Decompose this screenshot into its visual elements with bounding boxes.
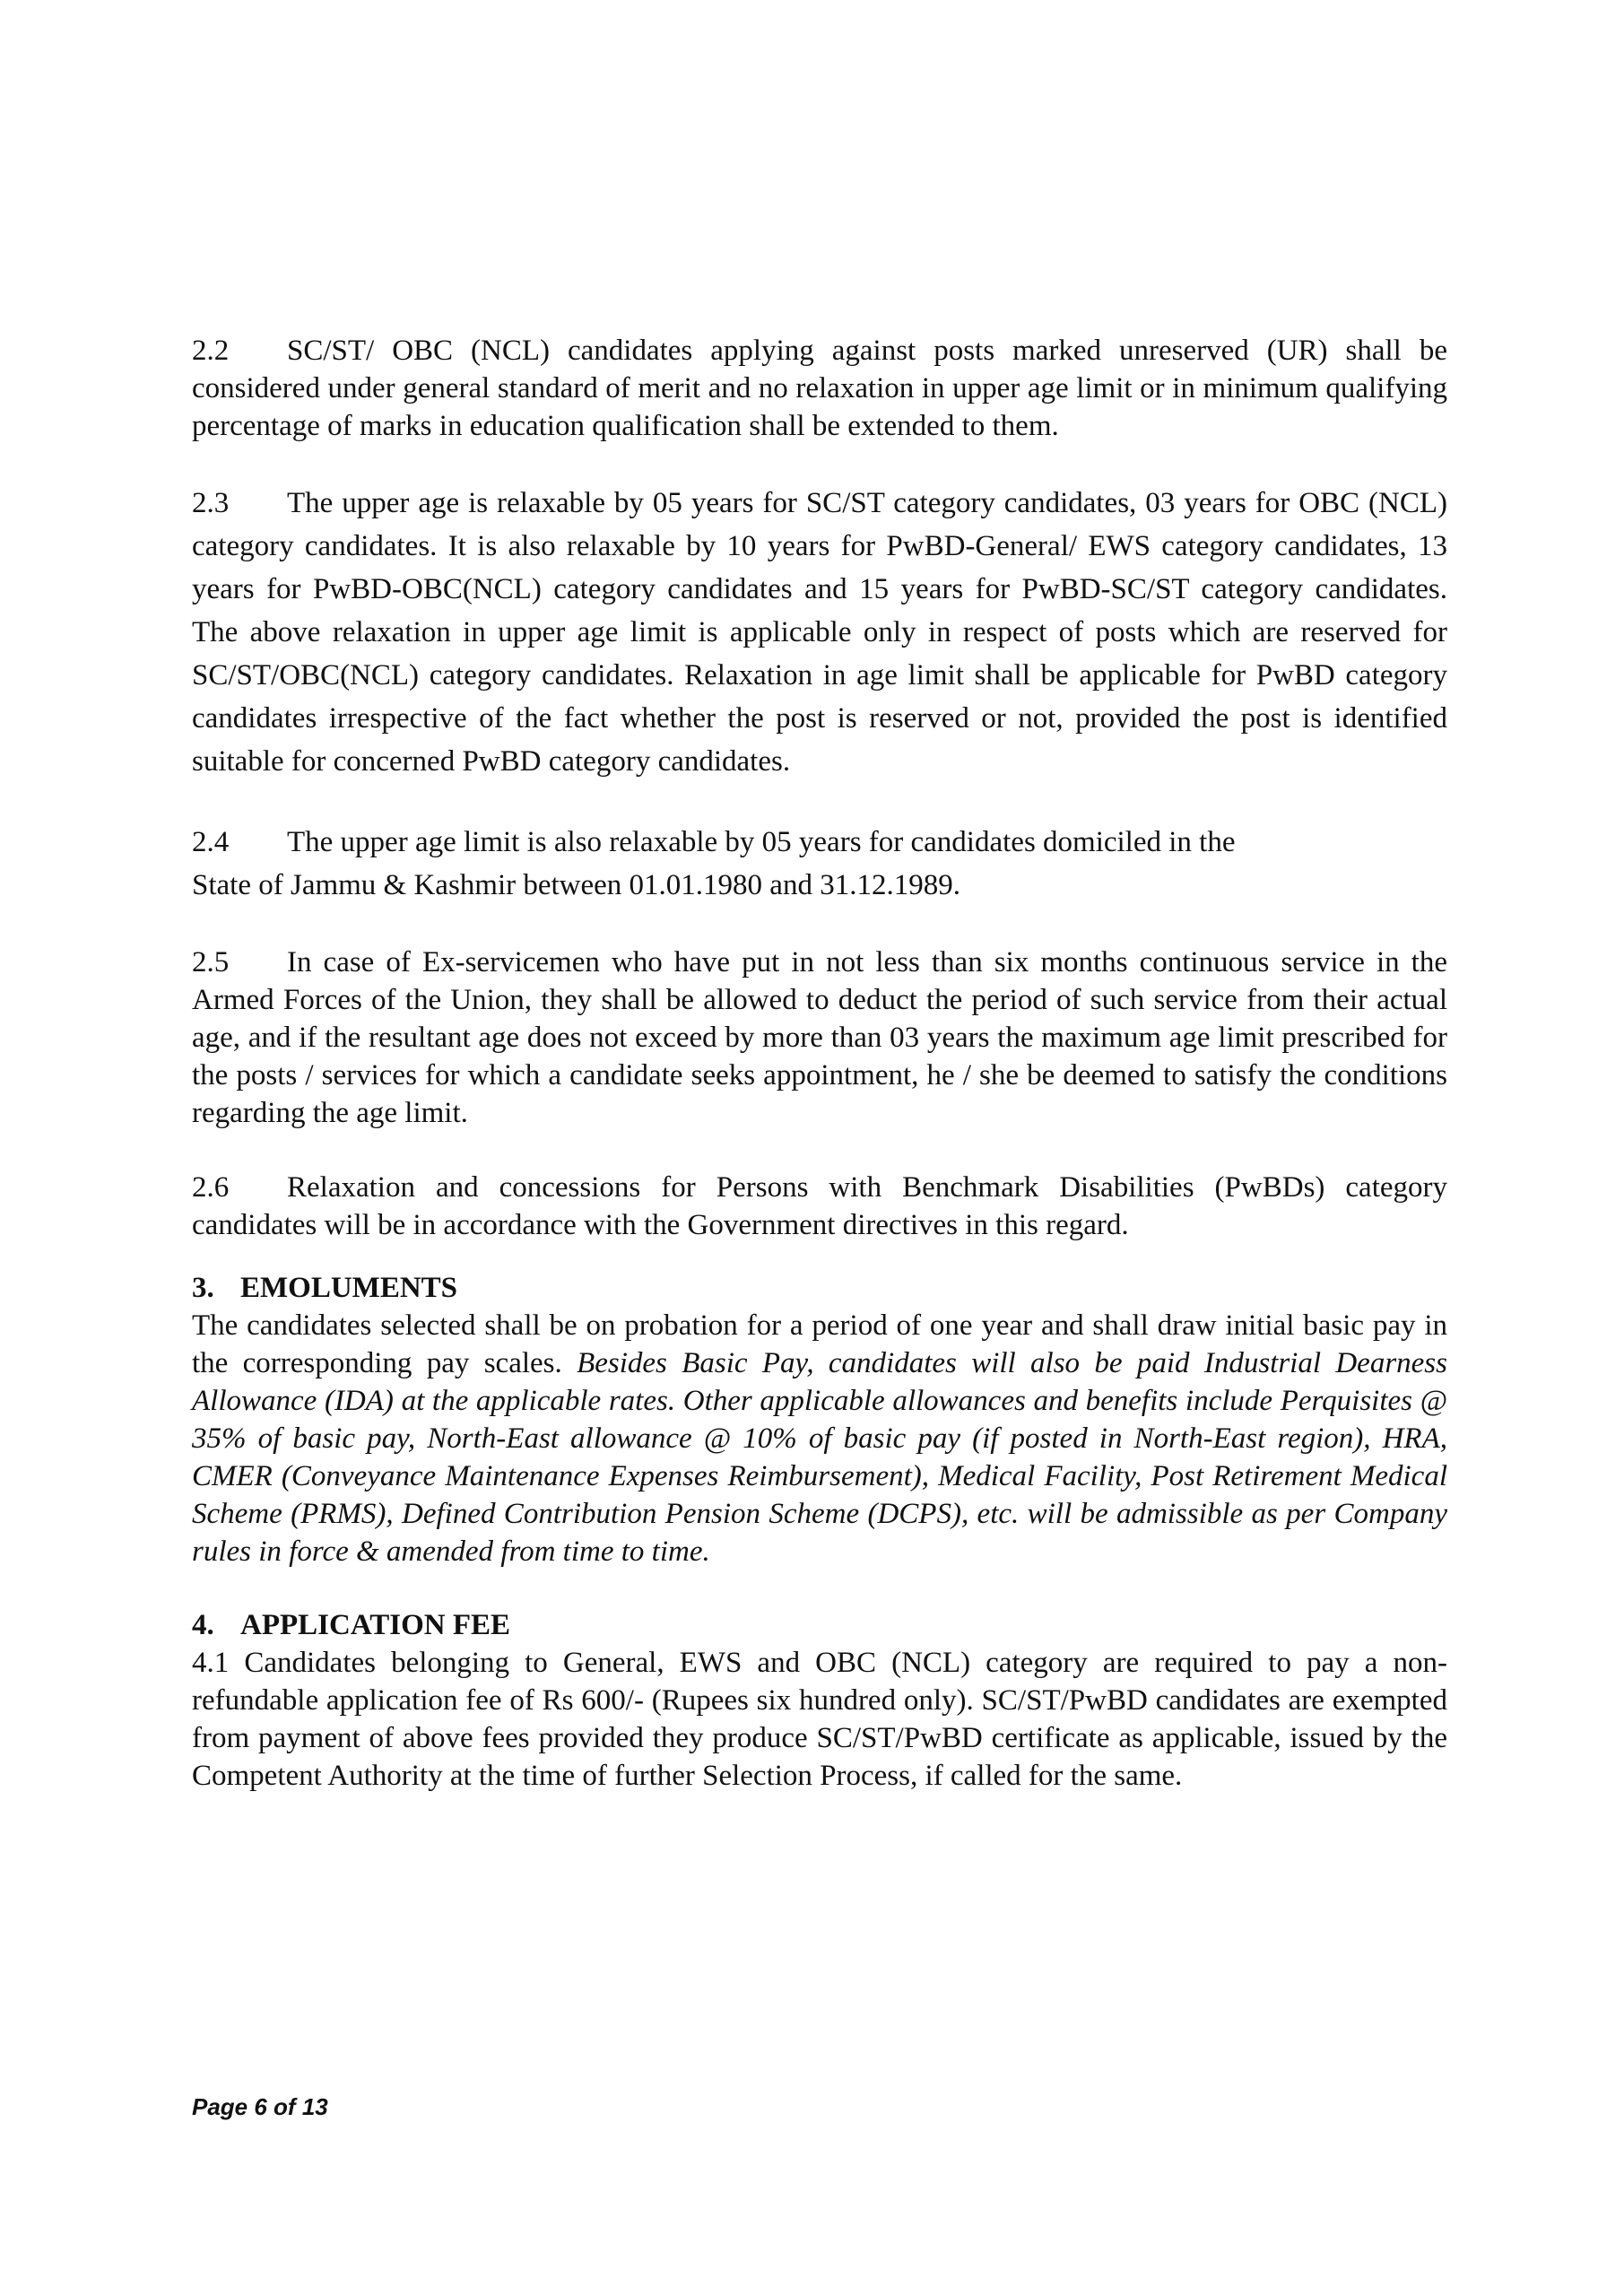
section-text-plain: The candidates selected shall be on probation for a period of one year and shall draw initial basic pay in the corresponding pay scales. bbox=[192, 1309, 1447, 1379]
section-text: SC/ST/ OBC (NCL) candidates applying against posts marked unreserved (UR) shall be considered under general standard of merit and no relaxation in upper age limit or in minimum qualifying percentage of marks in education qualification shall be extended to them. bbox=[192, 335, 1447, 442]
section-text: 4.1 Candidates belonging to General, EWS and OBC (NCL) category are required to pay a non-refundable application fee of Rs 600/- (Rupees six hundred only). SC/ST/PwBD candidates are exempted from payment of above fees provided they produce SC/ST/PwBD certificate as applicable, issued by the Competent Authority at the time of further Selection Process, if called for the same. bbox=[192, 1647, 1447, 1792]
section-number: 2.2 bbox=[192, 335, 230, 367]
section-text: The upper age is relaxable by 05 years for SC/ST category candidates, 03 years for OBC (NCL) category candidates. It is also relaxable by 10 years for PwBD-General/ EWS category candidates, 13 years for PwBD-OBC(NCL) category candidates and 15 years for PwBD-SC/ST category candidates. The above relaxation in upper age limit is applicable only in respect of posts which are reserved for SC/ST/OBC(NCL) category candidates. Relaxation in age limit shall be applicable for PwBD category candidates irrespective of the fact whether the post is reserved or not, provided the post is identified suitable for concerned PwBD category candidates. bbox=[192, 487, 1447, 778]
section-heading-text: APPLICATION FEE bbox=[240, 1609, 510, 1641]
section-text: Relaxation and concessions for Persons with Benchmark Disabilities (PwBDs) category candidates will be in accordance with the Government directives in this regard. bbox=[192, 1171, 1447, 1241]
section-number: 2.5 bbox=[192, 946, 230, 978]
document-body bbox=[192, 332, 1447, 1795]
section-text-line-2: State of Jammu & Kashmir between 01.01.1980 and 31.12.1989. bbox=[192, 869, 960, 901]
section-2-5 bbox=[192, 944, 1447, 1132]
section-3-body bbox=[192, 1307, 1447, 1570]
section-number: 2.6 bbox=[192, 1171, 230, 1204]
section-2-3 bbox=[192, 482, 1447, 783]
section-3-heading bbox=[192, 1269, 1447, 1307]
section-4-body bbox=[192, 1644, 1447, 1795]
section-text-line-1: The upper age limit is also relaxable by 05 years for candidates domiciled in the bbox=[287, 826, 1236, 858]
section-number: 2.3 bbox=[192, 487, 230, 519]
section-2-6 bbox=[192, 1169, 1447, 1244]
section-text: In case of Ex-servicemen who have put in not less than six months continuous service in the Armed Forces of the Union, they shall be allowed to deduct the period of such service from their actual age, and if the resultant age does not exceed by more than 03 years the maximum age limit prescribed for the posts / services for which a candidate seeks appointment, he / she be deemed to satisfy the conditions regarding the age limit. bbox=[192, 946, 1447, 1129]
section-number: 4. bbox=[192, 1609, 214, 1641]
page-number-footer: Page 6 of 13 bbox=[192, 2093, 328, 2120]
section-number: 3. bbox=[192, 1272, 214, 1304]
section-2-2 bbox=[192, 332, 1447, 445]
section-4-heading bbox=[192, 1606, 1447, 1644]
section-number: 2.4 bbox=[192, 826, 230, 858]
section-heading-text: EMOLUMENTS bbox=[240, 1272, 458, 1304]
section-text-italic: Besides Basic Pay, candidates will also be paid Industrial Dearness Allowance (IDA) at the applicable rates. Other applicable allowances and benefits include Perquisites @ 35% of basic pay, North-East allowance @ 10% of basic pay (if posted in North-East region), HRA, CMER (Conveyance Maintenance Expenses Reimbursement), Medical Facility, Post Retirement Medical Scheme (PRMS), Defined Contribution Pension Scheme (DCPS), etc. will be admissible as per Company rules in force & amended from time to time. bbox=[192, 1347, 1447, 1568]
section-2-4 bbox=[192, 821, 1447, 907]
